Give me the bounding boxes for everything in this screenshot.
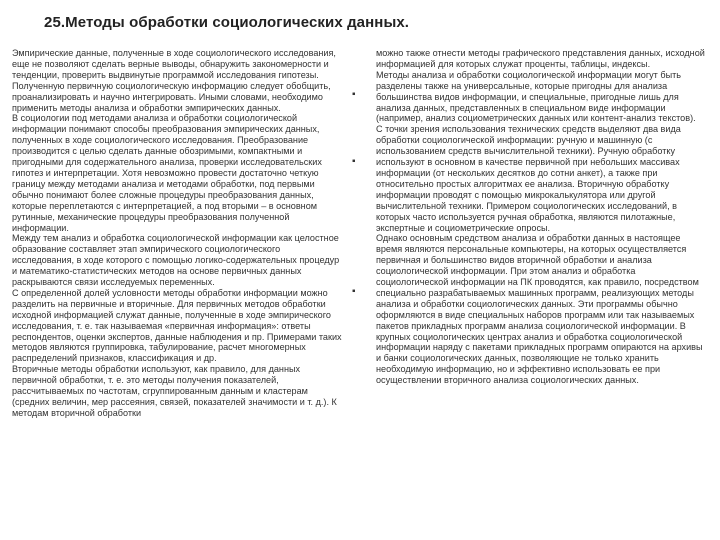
left-paragraph: Между тем анализ и обработка социологической информации как целостное образование составляет этап эмпирического социологического исследования, в ходе которого с помощью логико-содержательных процедур и математико-статистических методов на основе первичных данных раскрываются связи исследуемых переменных. [12,233,340,288]
right-column [376,48,708,386]
bullet-icon: ▪ [352,89,356,100]
left-paragraph: Эмпирические данные, полученные в ходе социологического исследования, еще не позволяют сделать верные выводы, обнаружить закономерности и тенденции, проверить выдвинутые программой исследования гипотезы. Полученную первичную социологическую информацию следует обобщить, проанализировать и научно интегрировать. Иными словами, необходимо применить методы анализа и обработки эмпирических данных. [12,48,336,113]
right-list-item: Методы анализа и обработки социологической информации могут быть разделены также на универсальные, которые пригодны для анализа большинства видов информации, и специальные, пригодные лишь для анализа данных, представленных в специальном виде информации (например, анализ социометрических данных или контент-анализ текстов). [376,69,696,124]
bullet-icon: ▪ [352,156,356,167]
right-paragraph: можно также отнести методы графического представления данных, исходной информацией для которых служат проценты, таблицы, индексы. [376,48,705,69]
left-paragraph: Вторичные методы обработки используют, как правило, для данных первичной обработки, т. е. это методы получения показателей, рассчитываемых по частотам, сгруппированным данным и кластерам (средних величин, мер рассеяния, связей, показателей значимости и т. д.). К методам вторичной обработки [12,364,337,418]
bullet-icon: ▪ [352,286,356,297]
right-list-item: Однако основным средством анализа и обработки данных в настоящее время являются персональные компьютеры, на которых осуществляется первичная и большинство видов вторичной обработки и анализа социологической информации. При этом анализ и обработка социологической информации на ПК проводятся, как правило, посредством специально разрабатываемых машинных программ, реализующих методы анализа и обработки социологических данных. Эти программы обычно оформляются в виде специальных наборов программ или так называемых пакетов прикладных программ анализа социологической информации. В крупных социологических центрах анализ и обработка социологической информации наряду с пакетами прикладных программ опираются на архивы и банки социологических данных, позволяющие не только хранить необходимую информацию, но и эффективно использовать ее при осуществлении вторичного анализа социологических данных. [376,233,703,386]
right-list-item: С точки зрения использования технических средств выделяют два вида обработки социологической информации: ручную и машинную (с использованием средств вычислительной техники). Ручную обработку используют в основном в качестве первичной при небольших массивах информации (от нескольких десятков до сотни анкет), а также при относительно простых алгоритмах ее анализа. Вторичную обработку информации проводят с помощью микрокалькулятора или другой вычислительной техники. Примером социологических исследований, в которых часто используется ручная обработка, являются пилотажные, экспертные и социометрические опросы. [376,124,681,233]
page-title: 25.Методы обработки социологических данных. [44,14,410,31]
left-paragraph: С определенной долей условности методы обработки информации можно разделить на первичные и вторичные. Для первичных методов обработки исходной информацией служат данные, полученные в ходе эмпирического исследования, т. е. так называемая «первичная информация»: ответы респондентов, оценки экспертов, данные наблюдения и пр. Примерами таких методов являются группировка, табулирование, расчет многомерных распределений признаков, классификация и др. [12,287,342,364]
left-paragraph: В социологии под методами анализа и обработки социологической информации понимают способы преобразования эмпирических данных, полученных в ходе социологического исследования. Преобразование производится с целью сделать данные обозримыми, компактными и пригодными для содержательного анализа, проверки исследовательских гипотез и интерпретации. Хотя невозможно провести достаточно четкую границу между методами анализа и методами обработки, под первыми обычно понимают более сложные процедуры преобразования данных, которые переплетаются с интерпретацией, а под вторыми – в основном рутинные, механические процедуры преобразования полученной информации. [12,113,322,233]
left-column [12,48,342,419]
